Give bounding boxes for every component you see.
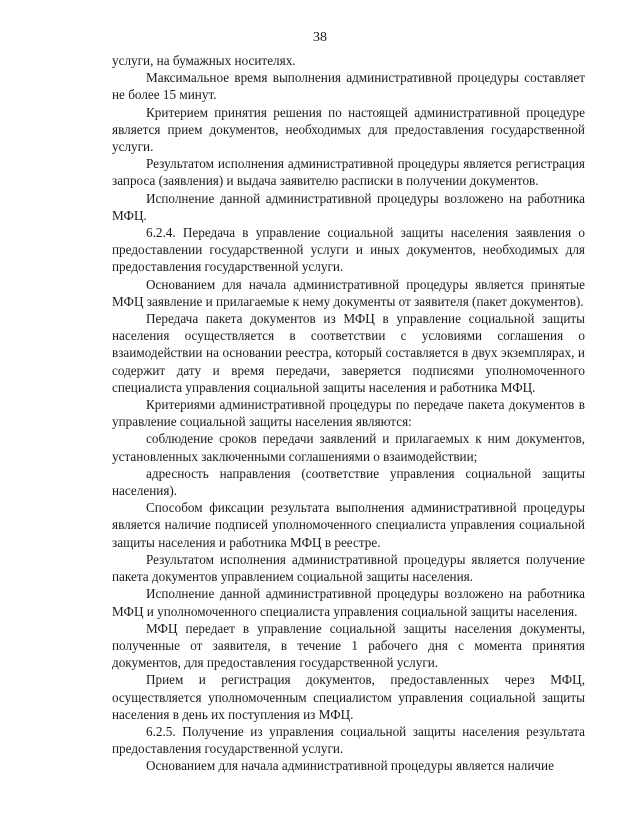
- paragraph: Прием и регистрация документов, предоставленных через МФЦ, осуществляется уполномоченным специалистом управления социальной защиты населения в день их поступления из МФЦ.: [112, 672, 585, 722]
- paragraph: Способом фиксации результата выполнения административной процедуры является наличие подписей уполномоченного специалиста управления социальной защиты населения и работника МФЦ в реестре.: [112, 500, 585, 550]
- paragraph: Результатом исполнения административной процедуры является получение пакета документов управлением социальной защиты населения.: [112, 551, 585, 585]
- paragraph: Основанием для начала административной процедуры является принятые МФЦ заявление и прилагаемые к нему документы от заявителя (пакет документов).: [112, 276, 585, 309]
- page-number: 38: [313, 30, 327, 45]
- paragraph: МФЦ передает в управление социальной защиты населения документы, полученные от заявителя, в течение 1 рабочего дня с момента принятия документов, для предоставления государственной услуги.: [112, 620, 585, 671]
- list-item: соблюдение сроков передачи заявлений и прилагаемых к ним документов, установленных заключенными соглашениями о взаимодействии;: [112, 431, 585, 464]
- body-text: [112, 52, 585, 775]
- section-heading-6-2-5: 6.2.5. Получение из управления социальной защиты населения результата предоставления государственной услуги.: [112, 723, 585, 757]
- section-heading-6-2-4: 6.2.4. Передача в управление социальной защиты населения заявления о предоставлении государственной услуги и иных документов, необходимых для предоставления государственной услуги.: [112, 225, 585, 275]
- paragraph: Исполнение данной административной процедуры возложено на работника МФЦ и уполномоченного специалиста управления социальной защиты населения.: [112, 586, 585, 619]
- paragraph: Передача пакета документов из МФЦ в управление социальной защиты населения осуществляется в соответствии с условиями соглашения о взаимодействии на основании реестра, который составляется в двух экземплярах, и содержит дату и время передачи, заверяется подписями уполномоченного специалиста управления социальной защиты населения и работника МФЦ.: [112, 311, 585, 395]
- paragraph: услуги, на бумажных носителях.: [112, 53, 296, 68]
- paragraph: Критериями административной процедуры по передаче пакета документов в управление социальной защиты населения являются:: [112, 397, 585, 430]
- paragraph: Критерием принятия решения по настоящей административной процедуре является прием документов, необходимых для предоставления государственной услуги.: [112, 104, 585, 155]
- paragraph: Исполнение данной административной процедуры возложено на работника МФЦ.: [112, 190, 585, 223]
- list-item: адресность направления (соответствие управления социальной защиты населения).: [112, 465, 585, 499]
- paragraph: Максимальное время выполнения административной процедуры составляет не более 15 минут.: [112, 70, 585, 103]
- paragraph: Результатом исполнения административной процедуры является регистрация запроса (заявления) и выдача заявителю расписки в получении документов.: [112, 156, 585, 189]
- paragraph: Основанием для начала административной процедуры является наличие: [146, 758, 554, 774]
